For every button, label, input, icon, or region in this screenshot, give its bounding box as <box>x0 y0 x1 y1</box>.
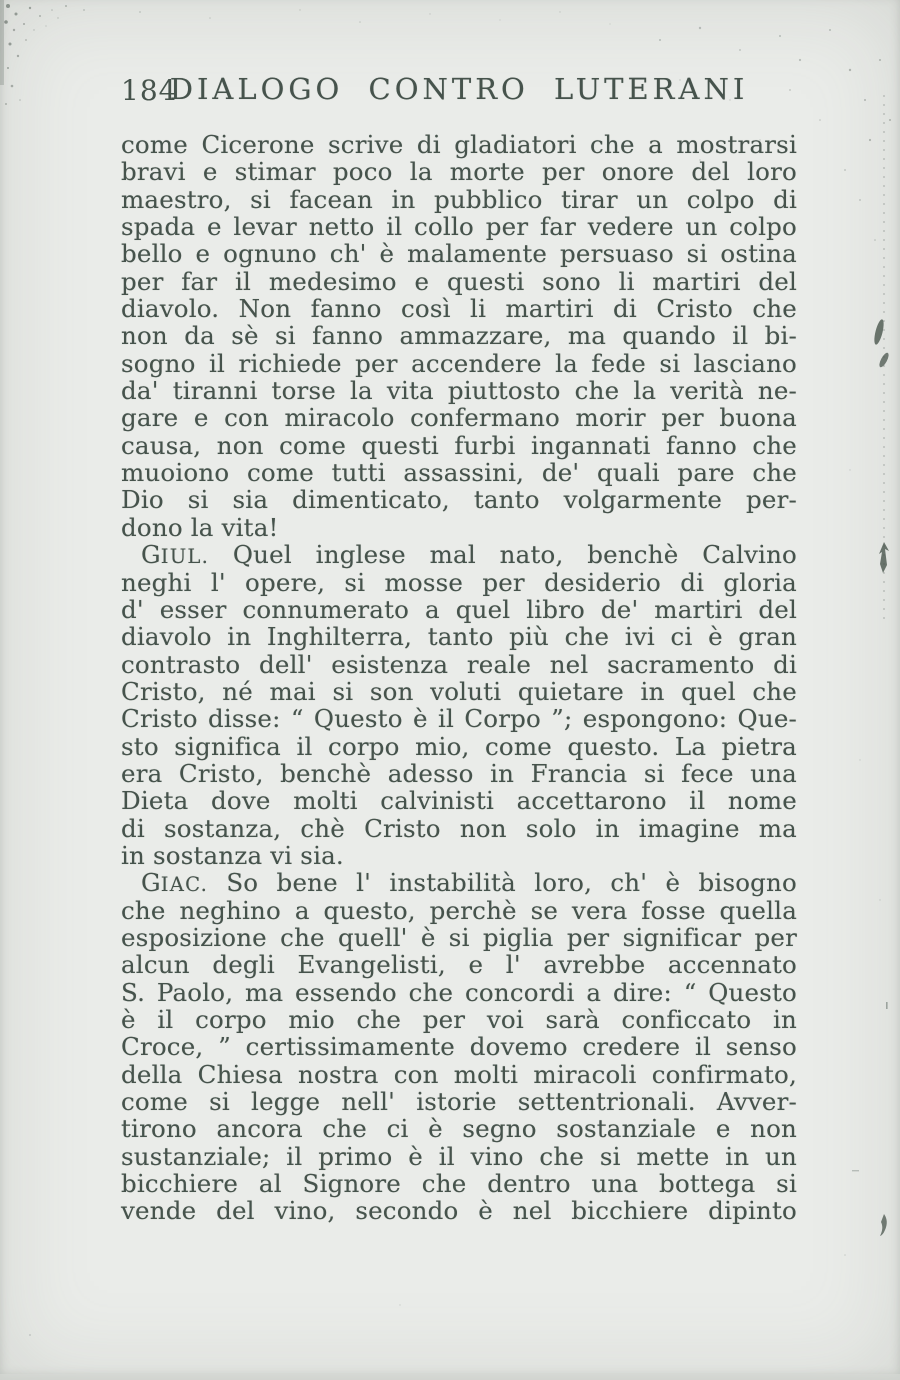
text-line: causa, non come questi furbi ingannati fanno che <box>121 430 797 460</box>
text-line: Croce, ” certissimamente dovemo credere il senso <box>121 1032 797 1062</box>
body-text <box>121 131 797 1225</box>
text-line: sustanziale; il primo è il vino che si mette in un <box>121 1141 797 1171</box>
text-line: di sostanza, chè Cristo non solo in imagine ma <box>121 813 797 843</box>
text-line: era Cristo, benchè adesso in Francia si fece una <box>121 758 797 788</box>
text-line: gare e con miracolo confermano morir per buona <box>121 403 797 433</box>
text-line: esposizione che quell' è si piglia per significar per <box>121 922 797 952</box>
text-line: Cristo, né mai si son voluti quietare in quel che <box>121 676 797 706</box>
text-line: Dio si sia dimenticato, tanto volgarmente per- <box>121 485 797 515</box>
text-line: non da sè si fanno ammazzare, ma quando il bi- <box>121 321 797 351</box>
text-line: maestro, si facean in pubblico tirar un colpo di <box>121 184 797 214</box>
text-line: per far il medesimo e questi sono li martiri del <box>121 266 797 296</box>
text-line: contrasto dell' esistenza reale nel sacramento di <box>121 649 797 679</box>
text-line: bicchiere al Signore che dentro una bottega si <box>121 1169 797 1199</box>
text-line: alcun degli Evangelisti, e l' avrebbe accennato <box>121 950 797 980</box>
page-number: 184 <box>121 74 178 107</box>
text-line: diavolo. Non fanno così li martiri di Cristo che <box>121 294 797 324</box>
running-title: DIALOGO CONTRO LUTERANI <box>169 72 749 106</box>
text-line: neghi l' opere, si mosse per desiderio di gloria <box>121 567 797 597</box>
text-line: da' tiranni torse la vita piuttosto che la verità ne- <box>121 376 797 406</box>
text-line: d' esser connumerato a quel libro de' martiri del <box>121 594 797 624</box>
text-line: bello e ognuno ch' è malamente persuaso si ostina <box>121 239 797 269</box>
text-line: tirono ancora che ci è segno sostanziale e non <box>121 1114 797 1144</box>
speaker-label: G <box>141 540 161 570</box>
text-line: spada e levar netto il collo per far vedere un colpo <box>121 212 797 242</box>
text-line: dono la vita! <box>121 512 279 542</box>
page-header <box>121 72 797 106</box>
text-line: bravi e stimar poco la morte per onore del loro <box>121 157 797 187</box>
text-line: in sostanza vi sia. <box>121 840 344 870</box>
text-line: che neghino a questo, perchè se vera fosse quella <box>121 895 797 925</box>
text-line: muoiono come tutti assassini, de' quali pare che <box>121 458 797 488</box>
text-line: della Chiesa nostra con molti miracoli confirmato, <box>121 1059 797 1089</box>
text-line: GIAC. So bene l' instabilità loro, ch' è bisogno <box>141 868 797 898</box>
speaker-label-small-caps: IAC. <box>160 873 208 897</box>
text-line: Dieta dove molti calvinisti accettarono il nome <box>121 786 797 816</box>
text-line: sto significa il corpo mio, come questo. La pietra <box>121 731 797 761</box>
text-line: S. Paolo, ma essendo che concordi a dire: “ Questo <box>121 977 797 1007</box>
text-line: sogno il richiede per accendere la fede si lasciano <box>121 348 797 378</box>
text-line: vende del vino, secondo è nel bicchiere dipinto <box>121 1196 797 1226</box>
text-line: come Cicerone scrive di gladiatori che a mostrarsi <box>121 130 797 159</box>
speaker-label: G <box>141 868 161 898</box>
speaker-label-small-caps: IUL. <box>160 545 210 569</box>
text-line: GIUL. Quel inglese mal nato, benchè Calvino <box>141 540 797 570</box>
text-line: diavolo in Inghilterra, tanto più che ivi ci è gran <box>121 622 797 652</box>
text-line: come si legge nell' istorie settentrionali. Avver- <box>121 1087 797 1117</box>
text-line: è il corpo mio che per voi sarà conficcato in <box>121 1005 797 1034</box>
text-line: Cristo disse: “ Questo è il Corpo ”; espongono: Que- <box>121 704 797 734</box>
